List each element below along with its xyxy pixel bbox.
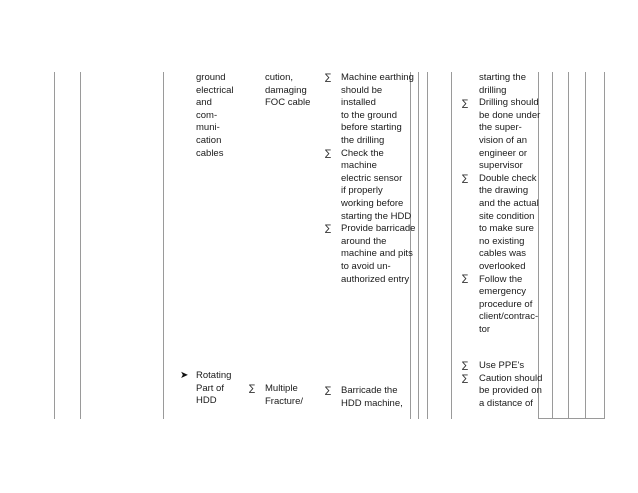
text-line: starting the HDD xyxy=(341,210,412,222)
text-line: Caution should xyxy=(479,372,543,384)
sum-bullet-icon: ∑ xyxy=(462,174,469,184)
text-line: Barricade the xyxy=(341,385,398,396)
grid-line xyxy=(80,72,81,419)
text-line: cation xyxy=(196,134,222,146)
text-line: the drilling xyxy=(341,134,385,146)
text-line: HDD machine, xyxy=(341,397,403,409)
arrow-bullet-icon: ➤ xyxy=(180,370,189,381)
text-line: Fracture/ xyxy=(265,395,304,407)
text-line: electric sensor xyxy=(341,172,403,184)
text-line: machine and pits xyxy=(341,248,413,260)
text-line: ground xyxy=(196,72,226,83)
text-line: muni- xyxy=(196,122,220,134)
text-line: com- xyxy=(196,109,218,121)
text-line: starting the xyxy=(479,72,526,83)
text-line: site condition xyxy=(479,210,535,222)
text-line: Follow the xyxy=(479,273,523,285)
text-line: emergency xyxy=(479,286,526,298)
text-line: working before xyxy=(341,197,404,209)
grid-line xyxy=(585,72,586,419)
text-line: a distance of xyxy=(479,397,533,409)
sum-bullet-icon: ∑ xyxy=(325,386,332,396)
sum-bullet-icon: ∑ xyxy=(462,361,469,371)
control-text-bottom xyxy=(341,385,403,410)
consequence-text-bottom xyxy=(265,383,303,408)
text-line: to avoid un- xyxy=(341,260,391,272)
sum-bullet-icon: ∑ xyxy=(462,374,469,384)
text-line: client/contrac- xyxy=(479,311,539,323)
text-line: overlooked xyxy=(479,260,526,272)
text-line: and the actual xyxy=(479,197,539,209)
text-line: tor xyxy=(479,323,491,335)
hazard-text-bottom xyxy=(196,370,231,408)
text-line: if properly xyxy=(341,185,383,197)
text-line: FOC cable xyxy=(265,97,311,109)
text-line: before starting xyxy=(341,122,402,134)
text-line: the super- xyxy=(479,122,522,134)
consequence-column xyxy=(265,72,310,110)
text-line: cables xyxy=(196,147,224,159)
grid-line xyxy=(427,72,428,419)
text-line: be done under xyxy=(479,109,541,121)
text-line: supervisor xyxy=(479,160,523,172)
text-line: around the xyxy=(341,235,387,247)
text-line: Part of xyxy=(196,382,224,394)
grid-line xyxy=(568,72,569,419)
text-line: Double check xyxy=(479,172,537,184)
sum-bullet-icon: ∑ xyxy=(325,149,332,159)
sum-bullet-icon: ∑ xyxy=(462,274,469,284)
grid-line xyxy=(163,72,164,419)
text-line: Machine earthing xyxy=(341,72,414,83)
text-line: should be xyxy=(341,84,383,96)
text-line: and xyxy=(196,97,212,109)
grid-line xyxy=(451,72,452,419)
additional-measures-column xyxy=(479,72,540,336)
text-line: Use PPE's xyxy=(479,360,525,371)
text-line: Check the xyxy=(341,147,384,159)
text-line: HDD xyxy=(196,395,217,407)
text-line: Rotating xyxy=(196,370,232,381)
text-line: installed xyxy=(341,97,376,109)
text-line: to the ground xyxy=(341,109,397,121)
text-line: cables was xyxy=(479,248,526,260)
text-line: Provide barricade xyxy=(341,223,416,235)
grid-line xyxy=(54,72,55,419)
sum-bullet-icon: ∑ xyxy=(462,99,469,109)
sum-bullet-icon: ∑ xyxy=(325,224,332,234)
text-line: procedure of xyxy=(479,298,533,310)
text-line: engineer or xyxy=(479,147,528,159)
text-line: be provided on xyxy=(479,385,542,397)
hazard-text-top xyxy=(196,72,234,160)
text-line: no existing xyxy=(479,235,525,247)
text-line: the drawing xyxy=(479,185,529,197)
text-line: electrical xyxy=(196,84,234,96)
text-line: vision of an xyxy=(479,134,528,146)
grid-line xyxy=(604,72,605,419)
grid-line xyxy=(538,418,604,419)
text-line: to make sure xyxy=(479,223,534,235)
grid-line xyxy=(552,72,553,419)
text-line: Multiple xyxy=(265,383,298,394)
hazard-column xyxy=(196,72,234,160)
text-line: damaging xyxy=(265,84,307,96)
text-line: cution, xyxy=(265,72,293,83)
control-measures-column xyxy=(341,72,415,286)
additional-text-bottom xyxy=(479,360,542,410)
text-line: drilling xyxy=(479,84,507,96)
text-line: machine xyxy=(341,160,377,172)
text-line: Drilling should xyxy=(479,97,539,109)
text-line: authorized entry xyxy=(341,273,410,285)
grid-line xyxy=(418,72,419,419)
sum-bullet-icon: ∑ xyxy=(249,384,256,394)
sum-bullet-icon: ∑ xyxy=(325,73,332,83)
